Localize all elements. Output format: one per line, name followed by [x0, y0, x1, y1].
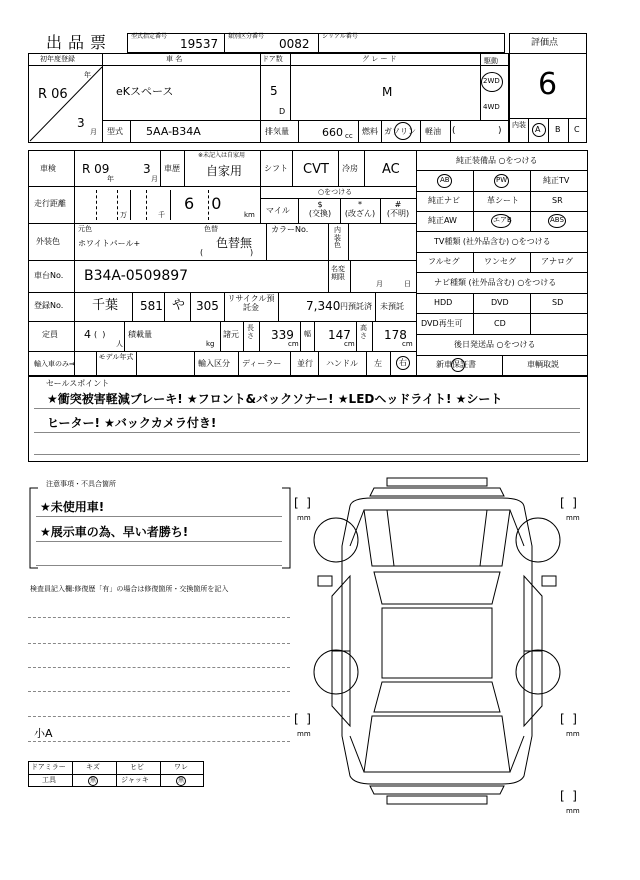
recycle-value: 7,340 — [306, 299, 341, 313]
length-unit: cm — [288, 340, 299, 348]
capacity-label: 定員 — [42, 330, 58, 339]
tv-type-title: TV種類 (社外品含む) ○をつける — [434, 237, 551, 246]
recycle-status: 円預託済 — [340, 302, 372, 311]
reg-number: 305 — [196, 299, 219, 313]
height-label: 高さ — [360, 324, 367, 340]
inspection-month: 3 — [143, 162, 151, 176]
shift-value: CVT — [303, 162, 329, 177]
tire-spare-bracket: [ ] — [560, 789, 577, 803]
recycle-label: リサイクル預託金 — [227, 294, 275, 312]
reg-kana: や — [172, 298, 186, 313]
length-value: 339 — [271, 328, 294, 342]
later-warranty: 新車保証書 — [436, 360, 476, 369]
tv-fullseg: フルセグ — [428, 257, 460, 266]
tv-oneseg: ワンセグ — [484, 257, 516, 266]
load-unit: kg — [206, 340, 215, 348]
import-dealer: ディーラー — [242, 359, 282, 368]
orig-color-value: ホワイトパール+ — [78, 239, 141, 248]
displacement-value: 660 — [322, 126, 343, 139]
first-reg-year: R 06 — [38, 87, 68, 102]
tire-rl-mm: mm — [297, 730, 311, 738]
sales-points-line2: ヒーター! ★バックカメラ付き! — [47, 416, 217, 430]
width-value: 147 — [328, 328, 351, 342]
dims-label: 諸元 — [223, 330, 239, 339]
model-year-label: モデル年式 — [98, 353, 134, 361]
equip-sr: SR — [552, 196, 563, 205]
equip-ab: AB — [440, 176, 450, 184]
legend-jack: ジャッキ — [121, 776, 149, 784]
drive-2wd: 2WD — [483, 77, 500, 85]
name-change-label: 名変期限 — [331, 265, 345, 282]
doors-value: 5 — [270, 84, 278, 98]
chassis-value: B34A-0509897 — [84, 268, 189, 284]
navi-cd: CD — [494, 319, 506, 328]
legend-mirror: ドアミラー — [31, 763, 66, 771]
repaint-bracket: ( — [200, 248, 204, 257]
mileage-km: km — [244, 211, 255, 219]
class-no-value: 0082 — [279, 37, 310, 51]
repaint-bracket-close: ) — [250, 248, 254, 257]
inspection-month-unit: 月 — [151, 175, 158, 183]
fuel-label: 燃料 — [362, 127, 378, 136]
notes-line2: ★展示車の為、早い者勝ち! — [40, 525, 189, 539]
inspector-label: 検査員記入欄:修復歴「有」の場合は修復箇所・交換箇所を記入 — [30, 585, 229, 593]
length-label: 長さ — [247, 324, 254, 340]
doors-label: ドア数 — [262, 55, 283, 63]
equip-abs: ABS — [550, 216, 564, 224]
capacity-unit: 人 — [116, 340, 123, 348]
tire-rl-bracket: [ ] — [294, 712, 311, 726]
navi-type-title: ナビ種類 (社外品含む) ○をつける — [434, 278, 557, 287]
tire-fr-bracket: [ ] — [560, 496, 577, 510]
capacity-value: 4 — [84, 328, 91, 341]
load-label: 積載量 — [128, 330, 152, 339]
handle-label: ハンドル — [326, 359, 358, 368]
grade-label: グ レ ー ド — [362, 55, 397, 63]
width-unit: cm — [344, 340, 355, 348]
handle-left: 左 — [374, 359, 382, 368]
class-no-label: 類別区分番号 — [228, 33, 265, 40]
interior-opt-b: B — [555, 125, 561, 134]
tire-rr-bracket: [ ] — [560, 712, 577, 726]
height-unit: cm — [402, 340, 413, 348]
interior-grade-label: 内装 — [512, 121, 526, 129]
import-parallel: 並行 — [297, 359, 313, 368]
equip-airbag: エアB — [493, 216, 512, 224]
later-title: 後日発送品 ○をつける — [454, 340, 536, 349]
repaint-label: 色替 — [204, 225, 218, 233]
equip-leather: 革シート — [487, 196, 519, 205]
equip-aw: 純正AW — [428, 216, 457, 225]
tire-spare-mm: mm — [566, 807, 580, 815]
first-reg-year-unit: 年 — [84, 71, 91, 79]
aircon-label: 冷房 — [342, 164, 358, 173]
fuel-other-bracket: ( — [452, 126, 456, 136]
first-reg-month: 3 — [77, 116, 85, 130]
sales-points-label: セールスポイント — [46, 379, 110, 388]
interior-color-label: 内装色 — [334, 226, 341, 250]
reg-area: 千葉 — [92, 298, 119, 313]
car-name-value: eKスペース — [116, 85, 174, 98]
mileage-man: 万 — [120, 211, 127, 219]
inspection-year: R 09 — [82, 162, 110, 176]
mileage-sen: 千 — [158, 211, 165, 219]
tampered-label: * (改ざん) — [344, 200, 376, 218]
navi-hdd: HDD — [434, 298, 453, 307]
history-note: ※未記入は自家用 — [198, 152, 246, 159]
mileage-label: 走行距離 — [34, 199, 66, 208]
equip-navi: 純正ナビ — [428, 196, 460, 205]
fuel-gasoline: ガソリン — [384, 127, 416, 136]
evaluation-label: 評価点 — [531, 38, 559, 48]
model-label: 型式 — [107, 127, 123, 136]
history-label: 車歴 — [164, 164, 180, 173]
handle-right: 右 — [399, 358, 407, 367]
recycle-unpaid: 未預託 — [380, 302, 404, 311]
tire-fr-mm: mm — [566, 514, 580, 522]
exchange-label: $ (交換) — [308, 200, 332, 218]
grade-value: M — [382, 85, 393, 99]
inspection-year-unit: 年 — [107, 175, 114, 183]
drive-label: 駆動 — [484, 57, 498, 65]
tv-analog: アナログ — [541, 257, 573, 266]
type-no-value: 19537 — [180, 37, 219, 51]
name-change-day: 日 — [404, 280, 411, 288]
legend-crack: ヒビ — [130, 763, 144, 771]
drive-4wd: 4WD — [483, 103, 500, 111]
capacity-bracket: ( ) — [94, 330, 106, 339]
orig-color-label: 元色 — [78, 225, 92, 233]
repaint-value: 色替無 — [216, 236, 253, 250]
fuel-other-bracket-close: ) — [498, 126, 502, 136]
mileage-digits: 6 0 — [184, 194, 228, 213]
evaluation-score: 6 — [538, 67, 558, 102]
displacement-unit: cc — [345, 132, 353, 140]
later-manual: 車輌取説 — [527, 360, 559, 369]
car-body-diagram — [292, 476, 592, 806]
doors-suffix: D — [279, 107, 286, 116]
inspection-label: 車検 — [40, 164, 56, 173]
inspector-mark: 小A — [34, 727, 53, 740]
mileage-circle-note: ○をつける — [318, 188, 353, 196]
exterior-color-label: 外装色 — [36, 237, 60, 246]
height-value: 178 — [384, 328, 407, 342]
aircon-value: AC — [382, 162, 400, 177]
chassis-label: 車台No. — [34, 271, 64, 280]
equip-tv: 純正TV — [543, 176, 570, 185]
first-reg-label: 初年度登録 — [40, 55, 75, 63]
legend-tools: 工具 — [42, 776, 56, 784]
history-value: 自家用 — [206, 164, 243, 178]
first-reg-month-unit: 月 — [90, 128, 97, 136]
type-no-label: 型式指定番号 — [131, 33, 168, 40]
unknown-label: # (不明) — [386, 200, 410, 218]
car-name-label: 車 名 — [166, 55, 183, 63]
interior-opt-a: A — [535, 125, 541, 134]
shift-label: シフト — [264, 164, 288, 173]
mile-label: マイル — [266, 206, 290, 215]
legend-tools-value: 無 — [90, 777, 97, 784]
notes-line1: ★未使用車! — [40, 500, 105, 514]
import-class-label: 輸入区分 — [198, 359, 230, 368]
navi-dvd: DVD — [491, 298, 509, 307]
legend-jack-value: 無 — [178, 777, 185, 784]
page-title: 出品票 — [46, 33, 113, 52]
model-value: 5AA-B34A — [146, 125, 201, 138]
reg-class: 581 — [140, 299, 163, 313]
navi-dvd-play: DVD再生可 — [421, 319, 463, 328]
tire-fl-mm: mm — [297, 514, 311, 522]
tire-fl-bracket: [ ] — [294, 496, 311, 510]
fuel-diesel: 軽油 — [425, 127, 441, 136]
displacement-label: 排気量 — [265, 127, 289, 136]
import-label: 輸入車のみ⇒ — [34, 360, 75, 368]
sales-points-line1: ★衝突被害軽減ブレーキ! ★フロント&バックソナー! ★LEDヘッドライト! ★シート — [47, 392, 503, 406]
tire-rr-mm: mm — [566, 730, 580, 738]
notes-label: 注意事項・不具合箇所 — [46, 480, 116, 488]
legend-scratch: キズ — [86, 763, 100, 771]
equip-title: 純正装備品 ○をつける — [456, 156, 538, 165]
legend-break: ワレ — [174, 763, 188, 771]
name-change-month: 月 — [376, 280, 383, 288]
serial-no-label: シリアル番号 — [322, 33, 358, 40]
color-no-label: カラーNo. — [271, 225, 309, 234]
reg-label: 登録No. — [34, 301, 64, 310]
width-label: 幅 — [304, 330, 311, 338]
interior-opt-c: C — [574, 125, 580, 134]
navi-sd: SD — [552, 298, 564, 307]
equip-pw: PW — [496, 176, 508, 184]
